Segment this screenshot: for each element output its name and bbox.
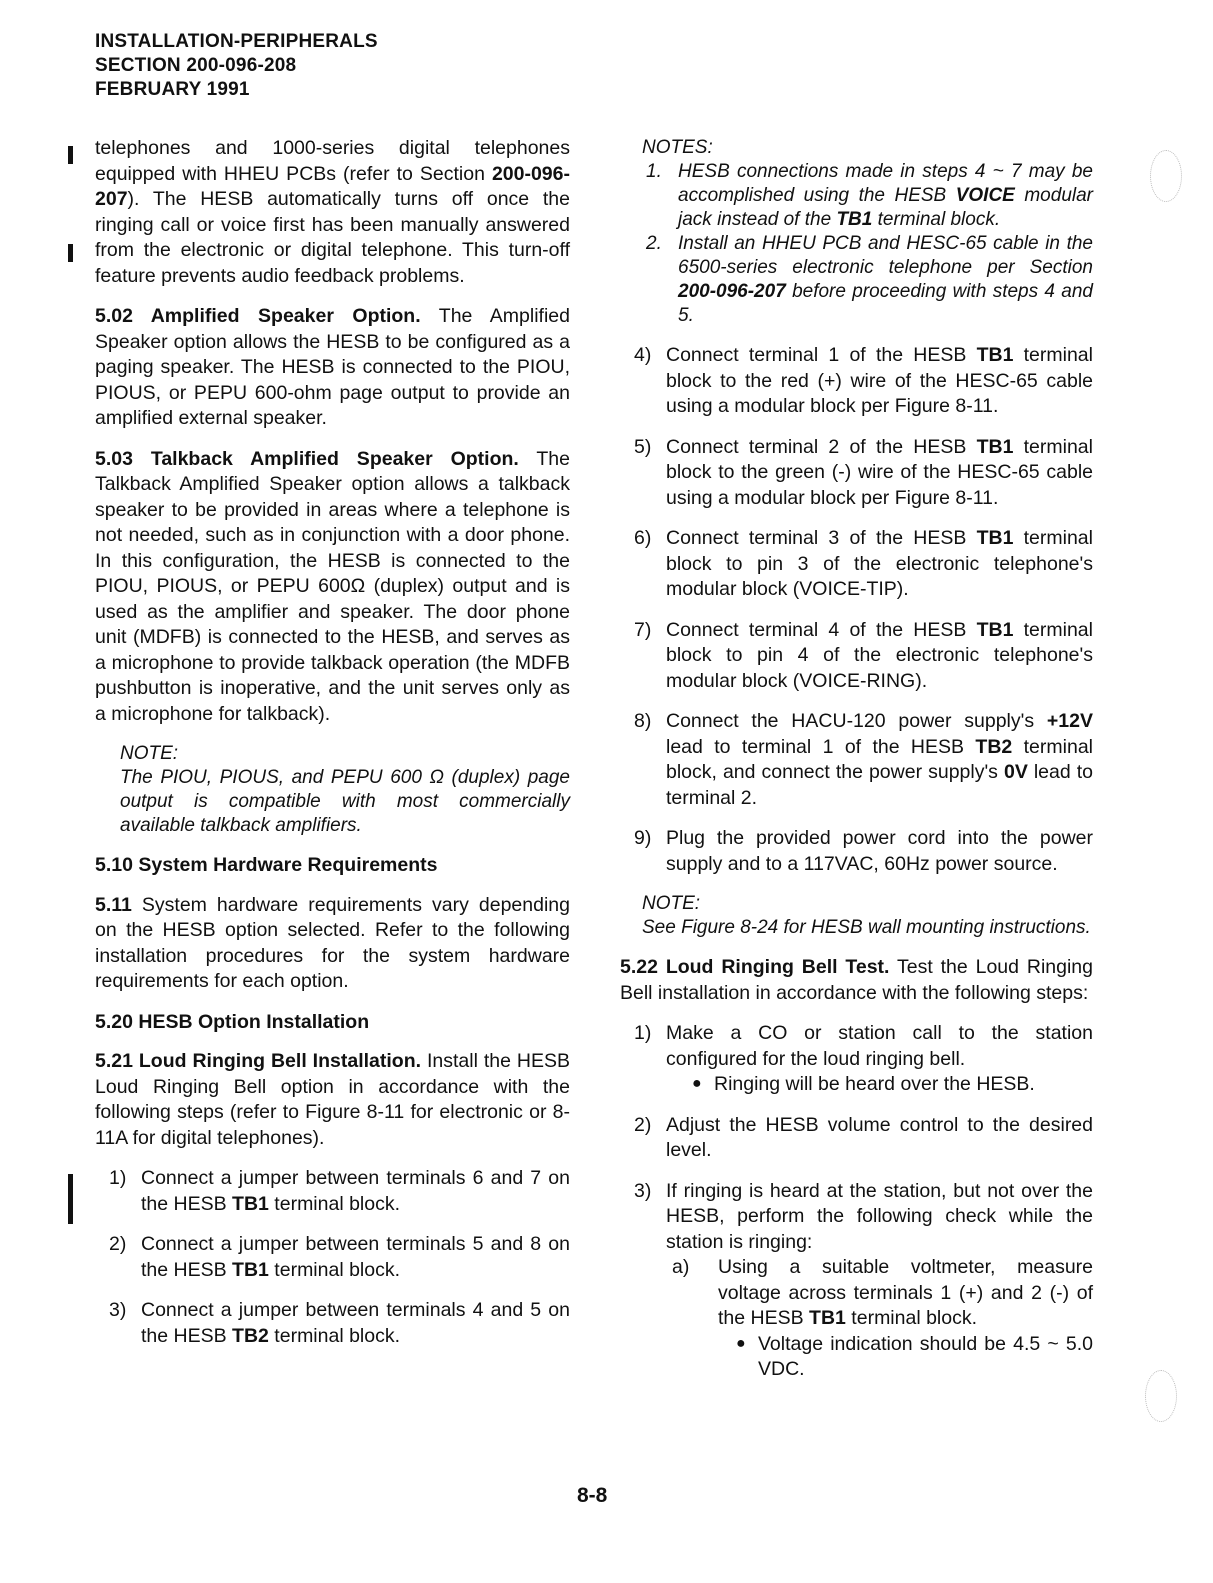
header-section: SECTION 200-096-208 [95, 55, 297, 76]
list-item: 7) Connect terminal 4 of the HESB TB1 terminal block to pin 4 of the electronic telephone's modular block (VOICE-RING). [634, 618, 1093, 692]
sub-list-item: a) Using a suitable voltmeter, measure voltage across terminals 1 (+) and 2 (-) of the HESB TB1 terminal block. ● Voltage indication should be 4.5 ~ 5.0 VDC. [672, 1255, 1093, 1383]
revision-bar [68, 146, 73, 164]
note-label: NOTE: [642, 893, 701, 914]
note-block [120, 742, 570, 838]
note-label: NOTE: [120, 743, 179, 764]
bullet-item: ● Ringing will be heard over the HESB. [692, 1072, 1093, 1098]
list-item: 3) Connect a jumper between terminals 4 and 5 on the HESB TB2 terminal block. [109, 1299, 570, 1347]
section-5-11: 5.11 System hardware requirements vary depending on the HESB option selected. Refer to the following installation procedures for the system hardware requirements for each option. [95, 893, 570, 992]
section-title: 5.02 Amplified Speaker Option. [95, 305, 421, 327]
list-item: 6) Connect terminal 3 of the HESB TB1 terminal block to pin 3 of the electronic telephone's modular block (VOICE-TIP). [634, 527, 1093, 600]
binder-hole-mark [1150, 150, 1182, 202]
notes-block [642, 136, 1093, 328]
list-item: 5) Connect terminal 2 of the HESB TB1 terminal block to the green (-) wire of the HESC-65 cable using a modular block per Figure 8-11. [634, 435, 1093, 509]
right-column [620, 136, 1093, 1398]
list-item: 3) If ringing is heard at the station, but not over the HESB, perform the following check while the station is ringing: a) Using a suitable voltmeter, measure voltage across terminals 1 (+) and 2 (-) of the HESB TB1 terminal block. ● Voltage indication should be 4.5 ~ 5.0 VDC. [620, 1179, 1093, 1383]
list-item: 4) Connect terminal 1 of the HESB TB1 terminal block to the red (+) wire of the HESC-65 cable using a modular block per Figure 8-11. [634, 344, 1093, 417]
left-column [95, 136, 570, 1364]
page-header [95, 30, 378, 102]
bullet-item: ● Voltage indication should be 4.5 ~ 5.0 VDC. [736, 1332, 1093, 1383]
page-number: 8-8 [577, 1484, 608, 1507]
list-item: 2. Install an HHEU PCB and HESC-65 cable in the 6500-series electronic telephone per Section 200-096-207 before proceeding with steps 4 and 5. [646, 233, 1093, 326]
section-5-21: 5.21 Loud Ringing Bell Installation. Install the HESB Loud Ringing Bell option in accordance with the following steps (refer to Figure 8-11 for electronic or 8-11A for digital telephones). [95, 1050, 570, 1149]
binder-hole-mark [1145, 1370, 1177, 1422]
revision-bar [68, 1174, 73, 1224]
section-5-03: 5.03 Talkback Amplified Speaker Option. The Talkback Amplified Speaker option allows a talkback speaker to be provided in areas where a telephone is not needed, such as in conjunction with a door phone. In this configuration, the HESB is connected to the PIOU, PIOUS, or PEPU 600Ω (duplex) output and is used as the amplifier and speaker. The door phone unit (MDFB) is connected to the HESB, and serves as a microphone to provide talkback operation (the MDFB pushbutton is inoperative, and the unit serves only as a microphone for talkback). [95, 447, 571, 725]
note-block [642, 892, 1093, 940]
revision-bar [68, 244, 73, 262]
install-steps [95, 1166, 570, 1349]
section-title: 5.03 Talkback Amplified Speaker Option. [95, 447, 519, 470]
list-item: 1) Make a CO or station call to the station configured for the loud ringing bell. ● Ringing will be heard over the HESB. [620, 1021, 1093, 1098]
section-5-22: 5.22 Loud Ringing Bell Test. Test the Loud Ringing Bell installation in accordance with the following steps: [620, 956, 1093, 1004]
connection-steps [620, 343, 1093, 877]
heading-5-20: 5.20 HESB Option Installation [95, 1010, 370, 1033]
section-title: 5.22 Loud Ringing Bell Test. [620, 956, 890, 978]
list-item: 2) Adjust the HESB volume control to the desired level. [634, 1113, 1093, 1161]
note-text: The PIOU, PIOUS, and PEPU 600 Ω (duplex) page output is compatible with most commercially available talkback amplifiers. [120, 767, 570, 836]
list-item: 1) Connect a jumper between terminals 6 and 7 on the HESB TB1 terminal block. [109, 1167, 570, 1215]
notes-label: NOTES: [642, 137, 713, 158]
list-item: 9) Plug the provided power cord into the power supply and to a 117VAC, 60Hz power source. [634, 827, 1093, 875]
header-title: INSTALLATION-PERIPHERALS [95, 31, 378, 52]
list-item: 8) Connect the HACU-120 power supply's +12V lead to terminal 1 of the HESB TB2 terminal block, and connect the power supply's 0V lead to terminal 2. [634, 710, 1094, 809]
section-title: 5.21 Loud Ringing Bell Installation. [95, 1050, 422, 1072]
test-steps [620, 1021, 1093, 1383]
header-date: FEBRUARY 1991 [95, 79, 250, 100]
list-item: 2) Connect a jumper between terminals 5 and 8 on the HESB TB1 terminal block. [109, 1233, 570, 1281]
heading-5-10: 5.10 System Hardware Requirements [95, 854, 438, 876]
note-text: See Figure 8-24 for HESB wall mounting instructions. [642, 917, 1091, 938]
continued-paragraph: telephones and 1000-series digital telephones equipped with HHEU PCBs (refer to Section 200-096-207). The HESB automatically turns off once the ringing call or voice first has been manually answered from the electronic or digital telephone. This turn-off feature prevents audio feedback problems. [95, 137, 570, 287]
list-item: 1. HESB connections made in steps 4 ~ 7 may be accomplished using the HESB VOICE modular jack instead of the TB1 terminal block. [646, 161, 1093, 230]
section-5-02: 5.02 Amplified Speaker Option. The Amplified Speaker option allows the HESB to be configured as a paging speaker. The HESB is connected to the PIOU, PIOUS, or PEPU 600-ohm page output to provide an amplified external speaker. [95, 305, 571, 429]
